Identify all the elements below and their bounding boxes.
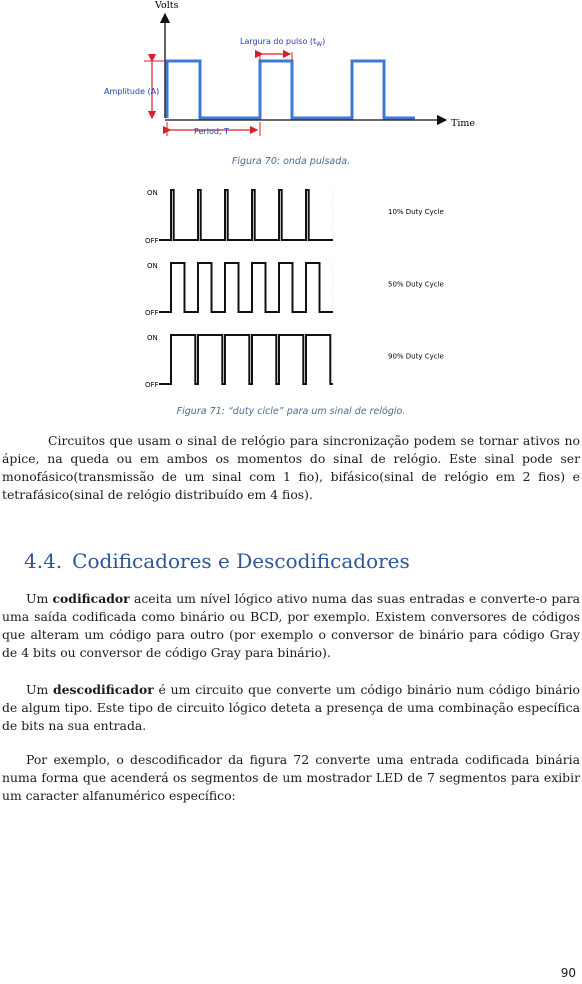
- duty-cycle-label: 10% Duty Cycle: [388, 208, 444, 216]
- paragraph-decoder: Um descodificador é um circuito que converte um código binário num código binário de algum tipo. Este tipo de circuito lógico deteta a presença de uma combinação específica de bits na sua entrada.: [2, 682, 580, 733]
- term-encoder: codificador: [52, 591, 130, 606]
- on-label: ON: [147, 262, 158, 270]
- paragraph-example: Por exemplo, o descodificador da figura 72 converte uma entrada codificada binária numa forma que acenderá os segmentos de um mostrador LED de 7 segmentos para exibir um caracter alfanumérico específico:: [2, 752, 580, 803]
- off-label: OFF: [145, 237, 159, 245]
- term-decoder: descodificador: [53, 682, 154, 697]
- off-label: OFF: [145, 381, 159, 389]
- on-label: ON: [147, 189, 158, 197]
- section-title: Codificadores e Descodificadores: [72, 549, 410, 573]
- duty-waveform-2: [159, 263, 333, 312]
- section-number: 4.4.: [24, 549, 63, 573]
- pulse-width-label: Largura do pulso $(t_W)$: [240, 37, 326, 48]
- section-heading: [24, 549, 410, 573]
- x-axis-label: Time: [451, 118, 476, 129]
- duty-waveform-1: [159, 190, 333, 240]
- duty-cycle-figure: [0, 0, 582, 400]
- figure-70-caption: Figura 70: onda pulsada.: [231, 156, 351, 167]
- paragraph-clock-sync: Circuitos que usam o sinal de relógio para sincronização podem se tornar ativos no ápice, na queda ou em ambos os momentos do sinal de relógio. Este sinal pode ser monofásico(transmissão de um sinal com 1 fio), bifásico(sinal de relógio em 2 fios) e tetrafásico(sinal de relógio distribuído em 4 fios).: [2, 433, 580, 502]
- duty-cycle-label: 90% Duty Cycle: [388, 352, 444, 361]
- period-label: Period, T: [194, 127, 229, 136]
- duty-waveform-3: [159, 335, 333, 384]
- off-label: OFF: [145, 309, 159, 317]
- on-label: ON: [147, 334, 158, 342]
- page-number: 90: [560, 966, 576, 980]
- duty-cycle-label: 50% Duty Cycle: [388, 280, 444, 289]
- paragraph-encoder: Um codificador aceita um nível lógico ativo numa das suas entradas e converte-o para uma saída codificada como binário ou BCD, por exemplo. Existem conversores de códigos que alteram um código para outro (por exemplo o conversor de binário para código Gray de 4 bits ou conversor de código Gray para binário).: [2, 591, 581, 660]
- amplitude-label: Amplitude (A): [104, 87, 160, 96]
- figure-71-caption: Figura 71: “duty cicle” para um sinal de relógio.: [176, 406, 406, 417]
- y-axis-label: Volts: [155, 0, 179, 11]
